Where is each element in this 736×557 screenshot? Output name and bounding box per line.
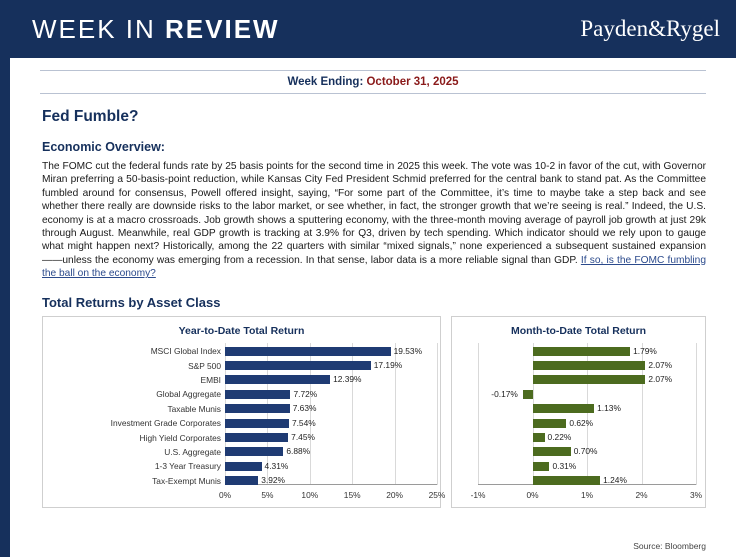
chart-bar-row [478, 417, 696, 430]
overview-link[interactable]: If so, is the FOMC fumbling the ball on the economy? [42, 254, 707, 280]
week-ending-label: Week Ending: [287, 76, 364, 88]
chart-bar-row [478, 388, 696, 401]
bar-category-label: Taxable Munis [167, 403, 221, 414]
x-axis-tick-label: 1% [581, 489, 594, 500]
bar-value-label: 12.39% [333, 374, 362, 385]
chart-bar [533, 375, 646, 384]
chart-bar [225, 447, 283, 456]
bar-value-label: 19.53% [393, 345, 423, 356]
bar-value-label: 2.07% [648, 360, 673, 371]
x-axis-tick-label: 0% [218, 489, 232, 500]
chart-bar-row [478, 373, 696, 386]
document-body [10, 108, 736, 508]
x-axis-tick-label: 20% [386, 489, 403, 500]
x-axis-tick-label: 15% [343, 489, 361, 500]
header-title [32, 14, 280, 45]
chart-bar [533, 347, 631, 356]
bar-category-label: High Yield Corporates [139, 432, 221, 443]
chart-mtd-total-return [451, 316, 706, 508]
chart-bar-row [150, 345, 437, 358]
bar-category-label: Global Aggregate [156, 389, 221, 400]
chart-bar-row [188, 359, 437, 372]
chart-bar [533, 476, 601, 485]
x-axis-tick-label: 3% [690, 489, 703, 500]
chart-ytd-title: Year-to-Date Total Return [178, 324, 305, 337]
bar-value-label: 1.79% [633, 345, 657, 356]
bar-category-label: EMBI [200, 374, 221, 385]
bar-value-label: 0.31% [552, 460, 577, 471]
document-header [10, 0, 736, 58]
bar-value-label: 7.72% [293, 388, 318, 399]
x-axis-tick-label: 10% [301, 489, 319, 500]
gridline [437, 343, 438, 485]
week-ending-bar [40, 70, 706, 94]
bar-value-label: 6.88% [286, 446, 311, 457]
bar-category-label: Tax-Exempt Munis [152, 475, 221, 486]
bar-value-label: 2.07% [648, 374, 673, 385]
chart-bar-row [478, 460, 696, 473]
chart-bar [533, 419, 567, 428]
x-axis-tick-label: -1% [470, 489, 486, 500]
gridline [696, 343, 697, 485]
x-axis-tick-label: 0% [526, 489, 539, 500]
bar-value-label: 0.70% [573, 446, 598, 457]
bar-value-label: 0.22% [547, 432, 572, 442]
chart-bar-row [167, 402, 437, 415]
chart-bar [225, 462, 262, 471]
chart-bar [225, 375, 330, 384]
chart-bar [523, 390, 532, 399]
bar-value-label: 1.13% [597, 403, 621, 414]
header-title-bold: REVIEW [165, 13, 280, 44]
chart-bar [533, 361, 646, 370]
chart-bar-row [478, 345, 696, 358]
section-title-economic-overview: Economic Overview: [42, 140, 165, 154]
chart-bar-row [110, 417, 437, 430]
bar-value-label: 7.54% [291, 417, 316, 428]
bar-value-label: 1.24% [603, 475, 627, 486]
x-axis-tick-label: 25% [428, 489, 446, 500]
charts-container [42, 316, 706, 508]
x-axis-tick-label: 5% [261, 489, 274, 500]
overview-paragraph [42, 160, 706, 281]
chart-bar-row [156, 388, 437, 401]
chart-bar [533, 404, 595, 413]
brand-logo: Payden&Rygel [580, 16, 720, 41]
page-title: Fed Fumble? [42, 108, 139, 125]
x-axis-tick-label: 2% [635, 489, 648, 500]
chart-mtd-plot [460, 343, 703, 501]
chart-bar-row [478, 474, 696, 487]
chart-bar-row [478, 445, 696, 458]
chart-bar-row [478, 359, 696, 372]
bar-category-label: MSCI Global Index [150, 346, 221, 357]
charts-heading: Total Returns by Asset Class [42, 294, 221, 310]
chart-bar [225, 361, 371, 370]
chart-ytd-plot [51, 343, 446, 501]
chart-source: Source: Bloomberg [633, 541, 706, 551]
overview-text: The FOMC cut the federal funds rate by 25 basis points for the second time in 2025 this week. The vote was 10-2 in favor of the cut, with Governor Miran preferring a 50-basis-point reduction, while Kansas City Fed President Schmid preferred for the central bank to stand pat. As the Committee fumbled around for consensus, Powell offered insight, saying, “For some part of the Committee, it’s time to maybe take a step back and see whether there really are downside risks to the labor market, or see whether, in fact, the stronger growth that we’re seeing is real.” Indeed, the U.S. economy is at a macro crossroads. Job growth shows a sputtering economy, with the three-month moving average of payroll job growth at just 29k through August. Meanwhile, real GDP growth is tracking at 3.9% for Q3, driven by tech spending. Which indicator should we rely upon to gauge what might happen next? Historically, among the 22 quarters with similar “mixed signals,” none experienced a subsequent sustained expansion——unless the economy was emerging from a recession. In that sense, labor data is a more reliable signal than GDP. [42, 161, 706, 266]
chart-bar [533, 462, 550, 471]
chart-bar [225, 476, 258, 485]
chart-bar-row [478, 431, 696, 444]
bar-value-label: 3.92% [261, 475, 285, 486]
bar-value-label: -0.17% [491, 388, 518, 399]
chart-bar-row [139, 431, 437, 444]
chart-bar-row [478, 402, 696, 415]
chart-bar [225, 347, 391, 356]
chart-bar-row [164, 445, 437, 458]
bar-value-label: 17.19% [373, 360, 403, 371]
chart-bar-row [152, 474, 437, 487]
bar-value-label: 0.62% [569, 417, 594, 428]
bar-value-label: 7.45% [291, 432, 315, 442]
bar-category-label: S&P 500 [188, 360, 221, 371]
bar-category-label: U.S. Aggregate [164, 446, 221, 457]
chart-bar [533, 447, 571, 456]
bar-value-label: 4.31% [264, 460, 289, 471]
chart-mtd-title: Month-to-Date Total Return [510, 324, 647, 337]
chart-bar-row [200, 373, 437, 386]
chart-ytd-total-return [42, 316, 446, 508]
chart-bar [225, 433, 288, 442]
chart-bar-row [154, 460, 437, 473]
bar-value-label: 7.63% [292, 403, 317, 414]
chart-bar [225, 404, 290, 413]
bar-category-label: 1-3 Year Treasury [154, 461, 221, 472]
chart-bar [533, 433, 545, 442]
header-title-plain: WEEK IN [32, 13, 166, 44]
chart-bar [225, 419, 289, 428]
week-ending-date: October 31, 2025 [366, 76, 459, 88]
chart-bar [225, 390, 290, 399]
bar-category-label: Investment Grade Corporates [110, 418, 221, 429]
